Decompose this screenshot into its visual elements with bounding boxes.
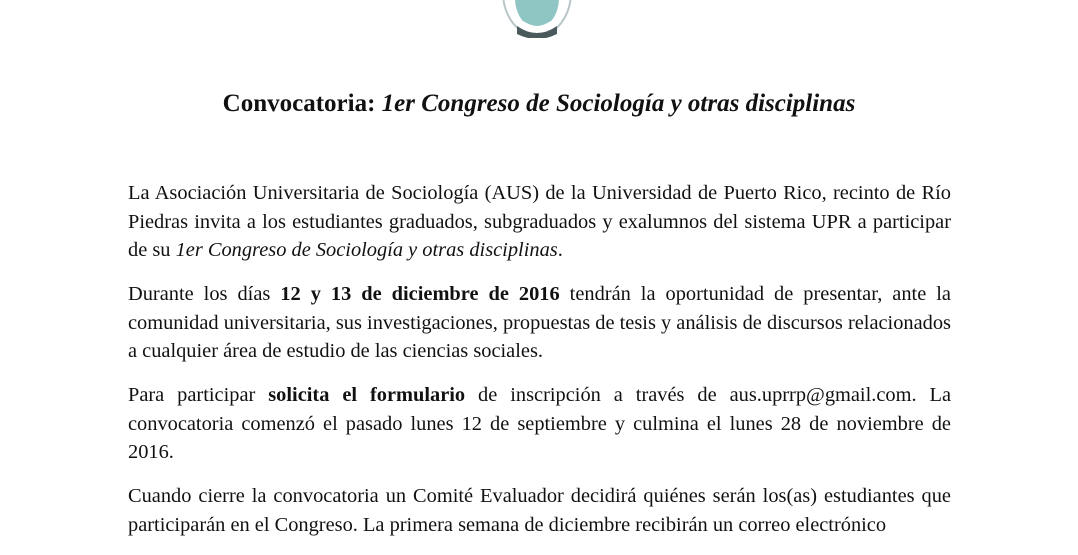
registration-middle: de inscripción a través de: [465, 384, 730, 406]
title-emphasis: 1er Congreso de Sociología y otras disciplinas: [381, 90, 856, 117]
dates-intro: Durante los días: [128, 283, 281, 305]
event-dates: 12 y 13 de diciembre de 2016: [280, 283, 560, 305]
paragraph-selection: [128, 482, 951, 539]
registration-text: . La convocatoria comenzó el pasado lunes 12 de septiembre y culmina el lunes 28 de noviembre de 2016.: [128, 384, 952, 463]
paragraph-registration: [128, 381, 951, 467]
congress-name: 1er Congreso de Sociología y otras disciplinas: [175, 239, 558, 261]
document-title: [0, 88, 1078, 120]
invitation-end: .: [557, 239, 563, 261]
paragraph-invitation: [128, 179, 951, 265]
contact-email: aus.uprrp@gmail.com: [729, 384, 912, 406]
title-prefix: Convocatoria:: [222, 90, 382, 117]
aus-logo-icon: [487, 0, 587, 38]
selection-text: Cuando cierre la convocatoria un Comité Evaluador decidirá quiénes serán los(as) estudiantes que participarán en el Congreso. La primera semana de diciembre recibirán un correo electrónico: [128, 485, 951, 536]
dates-text: tendrán la oportunidad de presentar, ante la comunidad universitaria, sus investigaciones, propuestas de tesis y análisis de discursos relacionados a cualquier área de estudio de las ciencias sociales.: [128, 283, 951, 362]
document-body: [128, 179, 951, 555]
request-form-text: solicita el formulario: [268, 384, 466, 406]
paragraph-dates: [128, 280, 951, 366]
registration-intro: Para participar: [128, 384, 269, 406]
invitation-text: La Asociación Universitaria de Sociología (AUS) de la Universidad de Puerto Rico, recinto de Río Piedras invita a los estudiantes graduados, subgraduados y exalumnos del sistema UPR a participar de su: [128, 182, 951, 261]
